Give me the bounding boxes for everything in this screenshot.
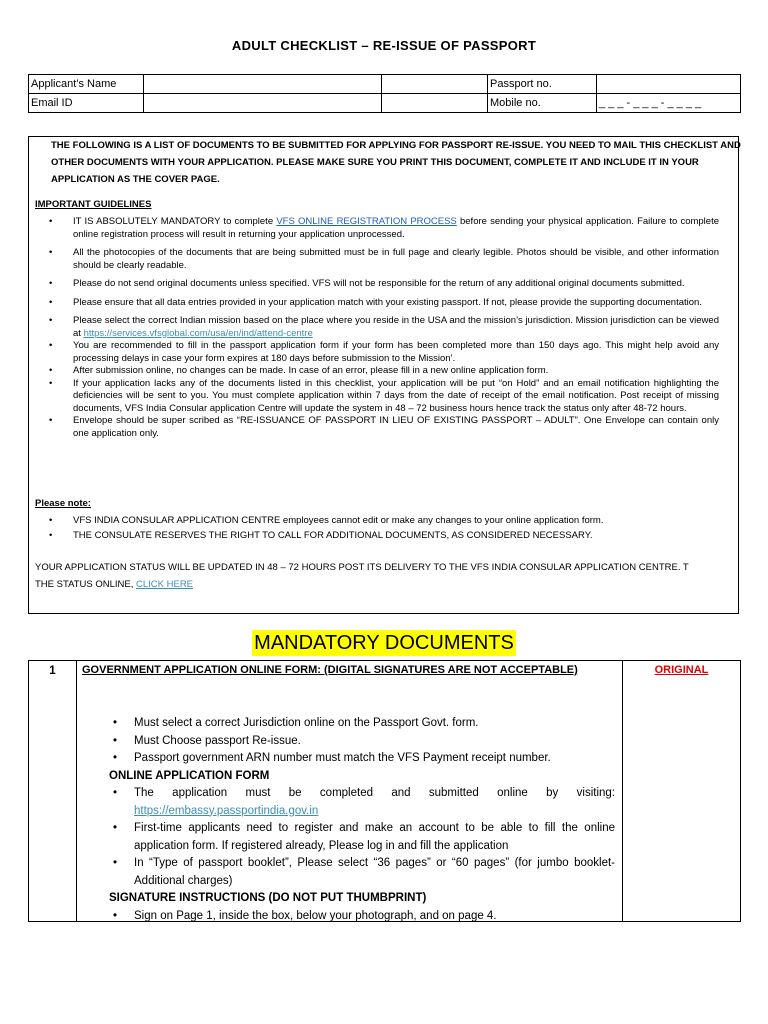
requirement-item: • First-time applicants need to register and make an account to be able to fill the online application form. If registered already, Please log in and fill the application [109,820,615,855]
applicant-name-label: Applicant’s Name [29,75,144,94]
guideline-item: • After submission online, no changes can be made. In case of an error, please fill in a new online application form. [29,365,719,378]
row-number: 1 [49,665,56,677]
click-here-link[interactable]: CLICK HERE [136,579,194,590]
guideline-item: • You are recommended to fill in the passport application form if your form has been completed more than 150 days ago. This might help avoid any processing delays in case your form expires at 180 days before submission to the Mission’. [29,340,719,365]
document-requirements [109,715,615,925]
status-text: YOUR APPLICATION STATUS WILL BE UPDATED IN 48 – 72 HOURS POST ITS DELIVERY TO THE VFS INDIA CONSULAR APPLICATION CENTRE. T THE STATUS ONLINE, CLICK HERE [35,562,689,590]
online-application-form-subheading: ONLINE APPLICATION FORM [109,769,270,782]
mobile-no-label: Mobile no. [488,94,597,113]
applicant-info-table [28,74,741,113]
passport-no-label: Passport no. [488,75,597,94]
requirement-item: • Must select a correct Jurisdiction online on the Passport Govt. form. [109,715,615,733]
row-number-cell [29,661,77,921]
applicant-name-field-2[interactable] [382,75,488,94]
guideline-item: • Please do not send original documents unless specified. VFS will not be responsible for the return of any additional original documents submitted. [29,278,719,291]
requirement-item: • In “Type of passport booklet”, Please select “36 pages” or “60 pages” (for jumbo booklet- Additional charges) [109,855,615,890]
intro-text: THE FOLLOWING IS A LIST OF DOCUMENTS TO BE SUBMITTED FOR APPLYING FOR PASSPORT RE-ISSUE. YOU NEED TO MAIL THIS CHECKLIST AND OTHER DOCUMENTS WITH YOUR APPLICATION. PLEASE MAKE SURE YOU PRINT THIS DOCUMENT, COMPLETE IT AND INCLUDE IT IN YOUR APPLICATION AS THE COVER PAGE. [51,140,741,185]
online-form-heading: GOVERNMENT APPLICATION ONLINE FORM: (DIGITAL SIGNATURES ARE NOT ACCEPTABLE) [82,664,578,676]
vfs-registration-link[interactable]: VFS ONLINE REGISTRATION PROCESS [276,216,457,227]
notes-list [29,513,719,543]
mandatory-documents-table [28,660,741,922]
guideline-item: • If your application lacks any of the documents listed in this checklist, your application will be put “on Hold” and an email notification highlighting the deficiencies will be sent to you. You must complete application within 7 days from the date of receipt of the email notification. Post receipt of missing documents, VFS India Consular application Centre will update the system in 48 – 72 business hours hence track the status only after 48-72 hours. [29,378,719,416]
original-cell [622,661,740,921]
requirement-item: • Sign on Page 1, inside the box, below your photograph, and on page 4. [109,908,615,926]
note-item: • THE CONSULATE RESERVES THE RIGHT TO CALL FOR ADDITIONAL DOCUMENTS, AS CONSIDERED NECESSARY. [29,528,719,543]
guideline-item: • IT IS ABSOLUTELY MANDATORY to complete VFS ONLINE REGISTRATION PROCESS before sending your physical application. Failure to complete online registration process will result in returning your application unprocessed. [29,216,719,241]
guidelines-list [29,216,719,440]
applicant-name-field[interactable] [144,75,382,94]
mobile-no-field[interactable]: _ _ _ - _ _ _ - _ _ _ _ [597,94,741,113]
document-description-cell [77,661,623,921]
email-id-label: Email ID [29,94,144,113]
passport-no-field[interactable] [597,75,741,94]
signature-instructions-subheading: SIGNATURE INSTRUCTIONS (DO NOT PUT THUMBPRINT) [109,892,427,904]
email-id-field[interactable] [144,94,382,113]
important-guidelines-heading: IMPORTANT GUIDELINES [35,199,152,210]
original-label: ORIGINAL [654,664,709,676]
guidelines-box [28,136,739,614]
please-note-heading: Please note: [35,498,91,509]
mandatory-documents-title: MANDATORY DOCUMENTS [254,632,514,654]
document-title: ADULT CHECKLIST – RE-ISSUE OF PASSPORT [231,38,537,53]
requirement-item: • Passport government ARN number must match the VFS Payment receipt number. [109,750,615,768]
guideline-item: • All the photocopies of the documents that are being submitted must be in full page and clearly legible. Photos should be visible, and other information should be clearly readable. [29,247,719,272]
email-id-field-2[interactable] [382,94,488,113]
guideline-item: • Please ensure that all data entries provided in your application match with your existing passport. If not, please provide the supporting documentation. [29,297,719,310]
mission-jurisdiction-link[interactable]: https://services.vfsglobal.com/usa/en/ind/attend-centre [83,327,313,339]
guideline-item: • Please select the correct Indian mission based on the place where you reside in the USA and the mission’s jurisdiction. Mission jurisdiction can be viewed at https://services.vfsglobal.com/usa/en/ind/attend-centre [29,315,719,340]
guideline-item: • Envelope should be super scribed as “RE-ISSUANCE OF PASSPORT IN LIEU OF EXISTING PASSPORT – ADULT”. One Envelope can contain only one application only. [29,415,719,440]
requirement-item: • The application must be completed and submitted online by visiting: https://embassy.passportindia.gov.in [109,785,615,820]
passport-india-link[interactable]: https://embassy.passportindia.gov.in [134,804,319,817]
requirement-item: • Must Choose passport Re-issue. [109,733,615,751]
note-item: • VFS INDIA CONSULAR APPLICATION CENTRE employees cannot edit or make any changes to your online application form. [29,513,719,528]
mandatory-documents-title-wrap [0,630,768,656]
